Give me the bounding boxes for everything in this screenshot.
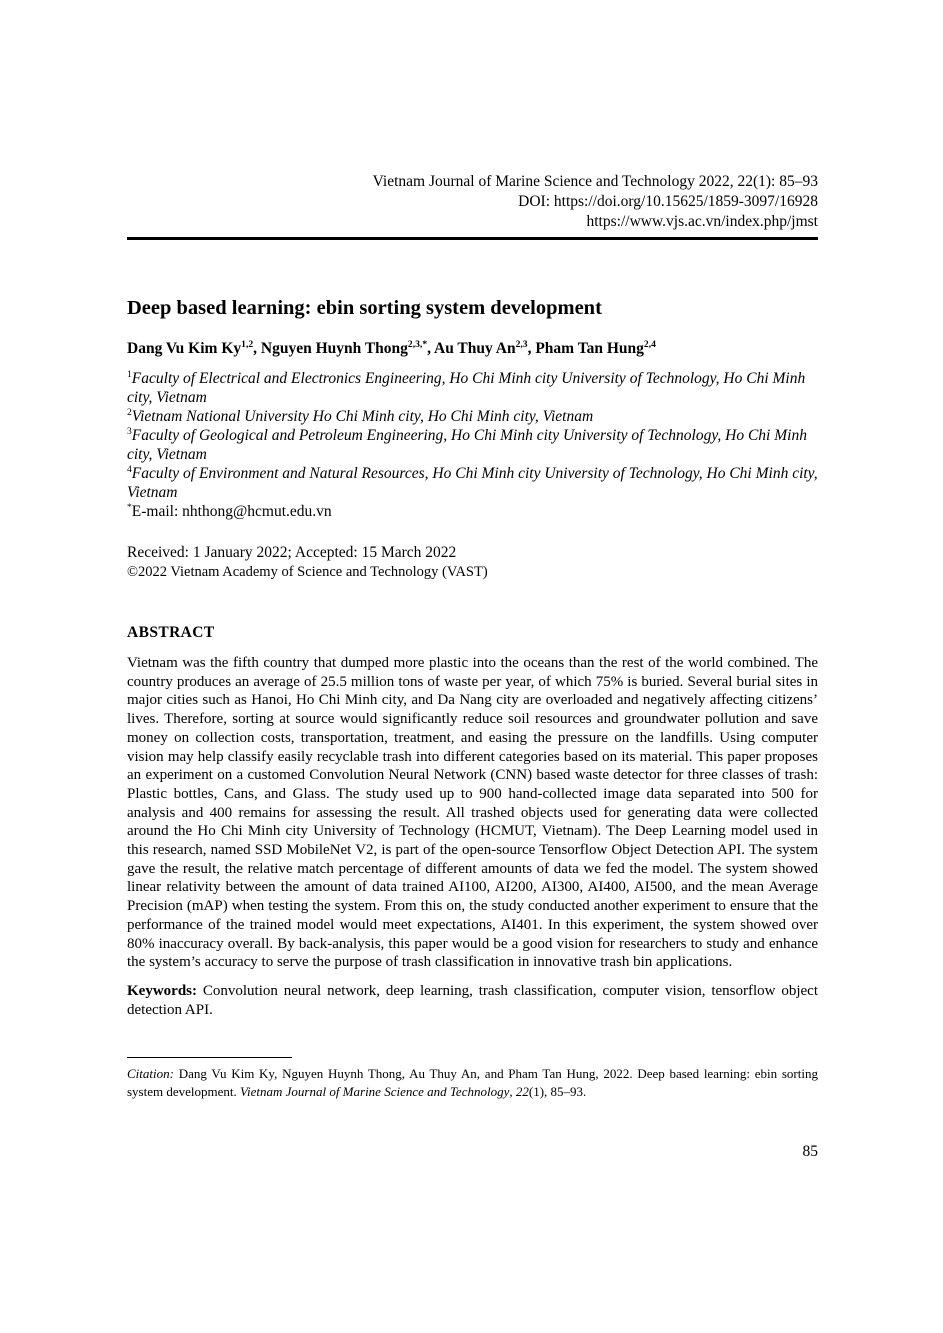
author-affil-marker: 2,3 [515,338,528,350]
affiliation-marker: 1 [127,368,132,380]
affiliation-text: Faculty of Geological and Petroleum Engineering, Ho Chi Minh city University of Technology, Ho Chi Minh city, Vietnam [127,427,807,463]
affiliation-marker: 4 [127,463,132,475]
author-name: Dang Vu Kim Ky [127,340,242,357]
citation-pages: (1), 85–93. [528,1083,587,1099]
abstract-body: Vietnam was the fifth country that dumped more plastic into the oceans than the rest of the world combined. The country produces an average of 25.5 million tons of waste per year, of which 75% is buried. Several burial sites in major cities such as Hanoi, Ho Chi Minh city, and Da Nang city are overloaded and negatively affecting citizens’ lives. Therefore, sorting at source would significantly reduce soil resources and groundwater pollution and save money on collection costs, transportation, treatment, and easing the pressure on the landfills. Using computer vision may help classify easily recyclable trash into different categories based on its material. This paper proposes an experiment on a customed Convolution Neural Network (CNN) based waste detector for three classes of trash: Plastic bottles, Cans, and Glass. The study used up to 900 hand-collected image data separated into 500 for analysis and 400 remains for assessing the result. All trashed objects used for generating data were collected around the Ho Chi Minh city University of Technology (HCMUT, Vietnam). The Deep Learning model used in this research, named SSD MobileNet V2, is part of the open-source Tensorflow Object Detection API. The system gave the result, the relative match percentage of different amounts of data we fed the model. The system showed linear relativity between the amount of data trained AI100, AI200, AI300, AI400, AI500, and the mean Average Precision (mAP) when testing the system. From this on, the study conducted another experiment to ensure that the performance of the trained model would meet expectations, AI401. In this experiment, the system showed over 80% inaccuracy overall. By back-analysis, this paper would be a good vision for researchers to study and enhance the system’s accuracy to serve the purpose of trash classification in innovative trash bin applications. [127,655,818,971]
author-separator: , [427,340,435,357]
page-number: 85 [802,1143,818,1161]
keywords-line [127,982,818,1019]
affiliation [127,464,818,502]
doi-line: DOI: https://doi.org/10.15625/1859-3097/16928 [518,193,818,210]
citation-block [127,1065,818,1100]
author-name: Pham Tan Hung [535,340,644,357]
affiliation-text: Faculty of Electrical and Electronics Engineering, Ho Chi Minh city University of Technology, Ho Chi Minh city, Vietnam [127,370,806,406]
citation-label: Citation: [127,1066,174,1082]
abstract-heading: ABSTRACT [127,624,215,641]
author-affil-marker: 1,2 [241,338,254,350]
received-accepted-line: Received: 1 January 2022; Accepted: 15 March 2022 [127,544,457,561]
affiliation-marker: 3 [127,425,132,437]
citation-authors: Dang Vu Kim Ky, Nguyen Huynh Thong, Au Thuy An, and Pham Tan Hung, 2022. Deep based learning: ebin sorting system development. [127,1066,818,1099]
affiliation [127,426,818,464]
header-rule [127,237,818,240]
email-address: nhthong@hcmut.edu.vn [182,503,332,520]
author-affil-marker: 2,4 [643,338,656,350]
affiliation-text: Faculty of Environment and Natural Resources, Ho Chi Minh city University of Technology, Ho Chi Minh city, Vietnam [127,465,818,501]
citation-journal: Vietnam Journal of Marine Science and Technology [240,1083,510,1099]
keywords-text: Convolution neural network, deep learning, trash classification, computer vision, tensorflow object detection API. [127,982,818,1018]
author [127,340,253,357]
author [261,340,427,357]
email-marker: * [127,501,132,513]
keywords-label: Keywords: [127,982,203,999]
article-title: Deep based learning: ebin sorting system development [127,297,602,319]
citation-volume: 22 [515,1083,529,1099]
author [535,340,656,357]
author-separator: , [527,340,536,357]
author-name: Nguyen Huynh Thong [260,340,408,357]
copyright-line: ©2022 Vietnam Academy of Science and Technology (VAST) [127,564,488,580]
author-separator: , [253,340,261,357]
citation-rule [127,1057,292,1058]
journal-masthead [127,172,818,240]
author-name: Au Thuy An [434,340,516,357]
affiliations [127,369,818,521]
email-line [127,502,818,521]
affiliation [127,369,818,407]
author-line [127,339,818,359]
affiliation-text: Vietnam National University Ho Chi Minh city, Ho Chi Minh city, Vietnam [131,408,594,425]
citation-separator: , [509,1083,516,1099]
email-label: E-mail: [131,503,183,520]
journal-title-line: Vietnam Journal of Marine Science and Technology 2022, 22(1): 85–93 [372,173,818,190]
affiliation-marker: 2 [127,406,132,418]
affiliation [127,407,818,426]
journal-url: https://www.vjs.ac.vn/index.php/jmst [586,213,818,230]
author [434,340,528,357]
author-affil-marker: 2,3,* [407,338,428,350]
